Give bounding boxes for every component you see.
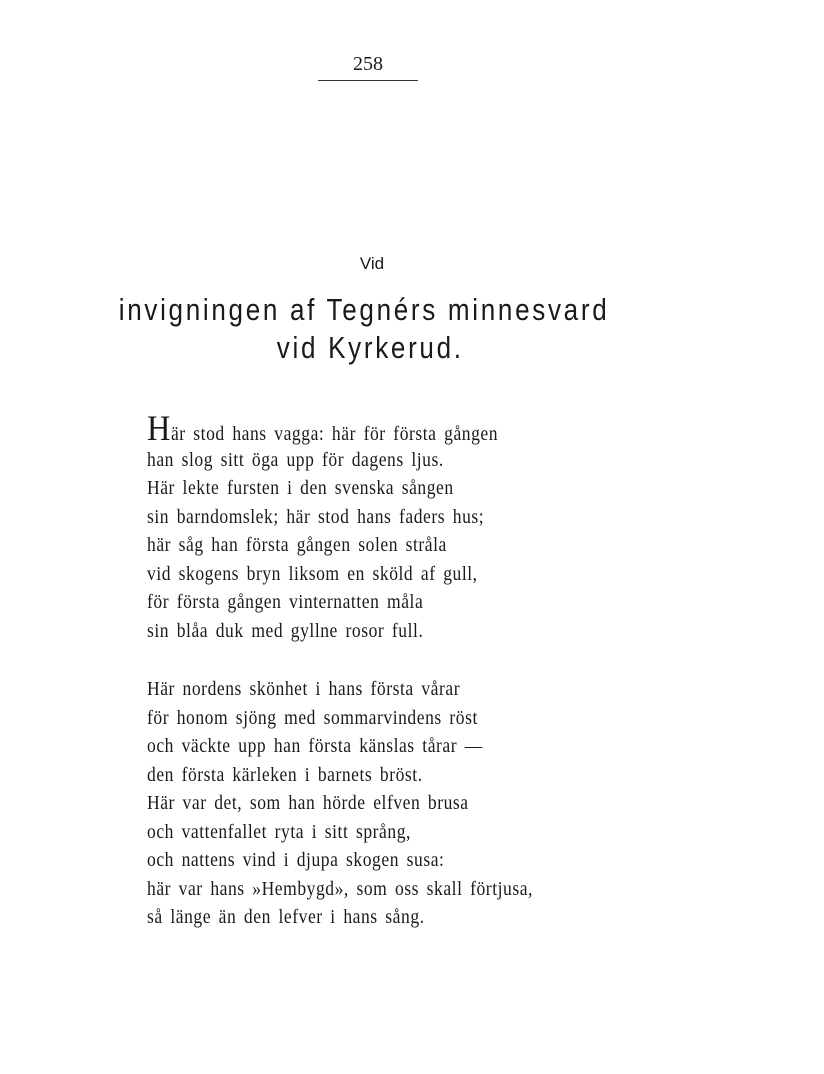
poem-title-line-1: invigningen af Tegnérs minnesvard	[118, 292, 610, 327]
poem-title-line-2-row	[0, 330, 740, 366]
poem-line: den första kärleken i barnets bröst.	[147, 764, 423, 786]
poem-line: här såg han första gången solen stråla	[147, 535, 447, 556]
poem-line	[147, 408, 499, 448]
poem-line: han slog sitt öga upp för dagens ljus.	[147, 449, 444, 471]
poem-line: Här lekte fursten i den svenska sången	[147, 478, 454, 499]
poem-line: och nattens vind i djupa skogen susa:	[147, 850, 445, 871]
poem-line: här var hans »Hembygd», som oss skall förtjusa,	[147, 878, 533, 900]
poem-line-text: är stod hans vagga: här för första gången	[170, 424, 499, 445]
poem-title-line-1-row	[0, 292, 728, 328]
poem-line: Här var det, som han hörde elfven brusa	[147, 793, 469, 814]
poem-line: vid skogens bryn liksom en sköld af gull,	[147, 563, 478, 585]
poem-line: så länge än den lefver i hans sång.	[147, 907, 425, 928]
page-number: 258	[353, 53, 383, 75]
poem-line: för första gången vinternatten måla	[147, 592, 424, 613]
stanza-1	[147, 408, 537, 646]
drop-cap: H	[147, 408, 171, 448]
poem-line: sin blåa duk med gyllne rosor full.	[147, 620, 424, 642]
header-rule	[318, 80, 418, 81]
poem-line: sin barndomslek; här stod hans faders hus;	[147, 506, 485, 528]
poem-line: och vattenfallet ryta i sitt språng,	[147, 821, 411, 843]
poem-line: för honom sjöng med sommarvindens röst	[147, 707, 478, 729]
stanza-2	[147, 676, 576, 933]
poem-line: Här nordens skönhet i hans första vårar	[147, 679, 461, 700]
heading-small: Vid	[359, 254, 385, 273]
poem-line: och väckte upp han första känslas tårar —	[147, 736, 483, 757]
poem-title-line-2: vid Kyrkerud.	[276, 330, 464, 365]
